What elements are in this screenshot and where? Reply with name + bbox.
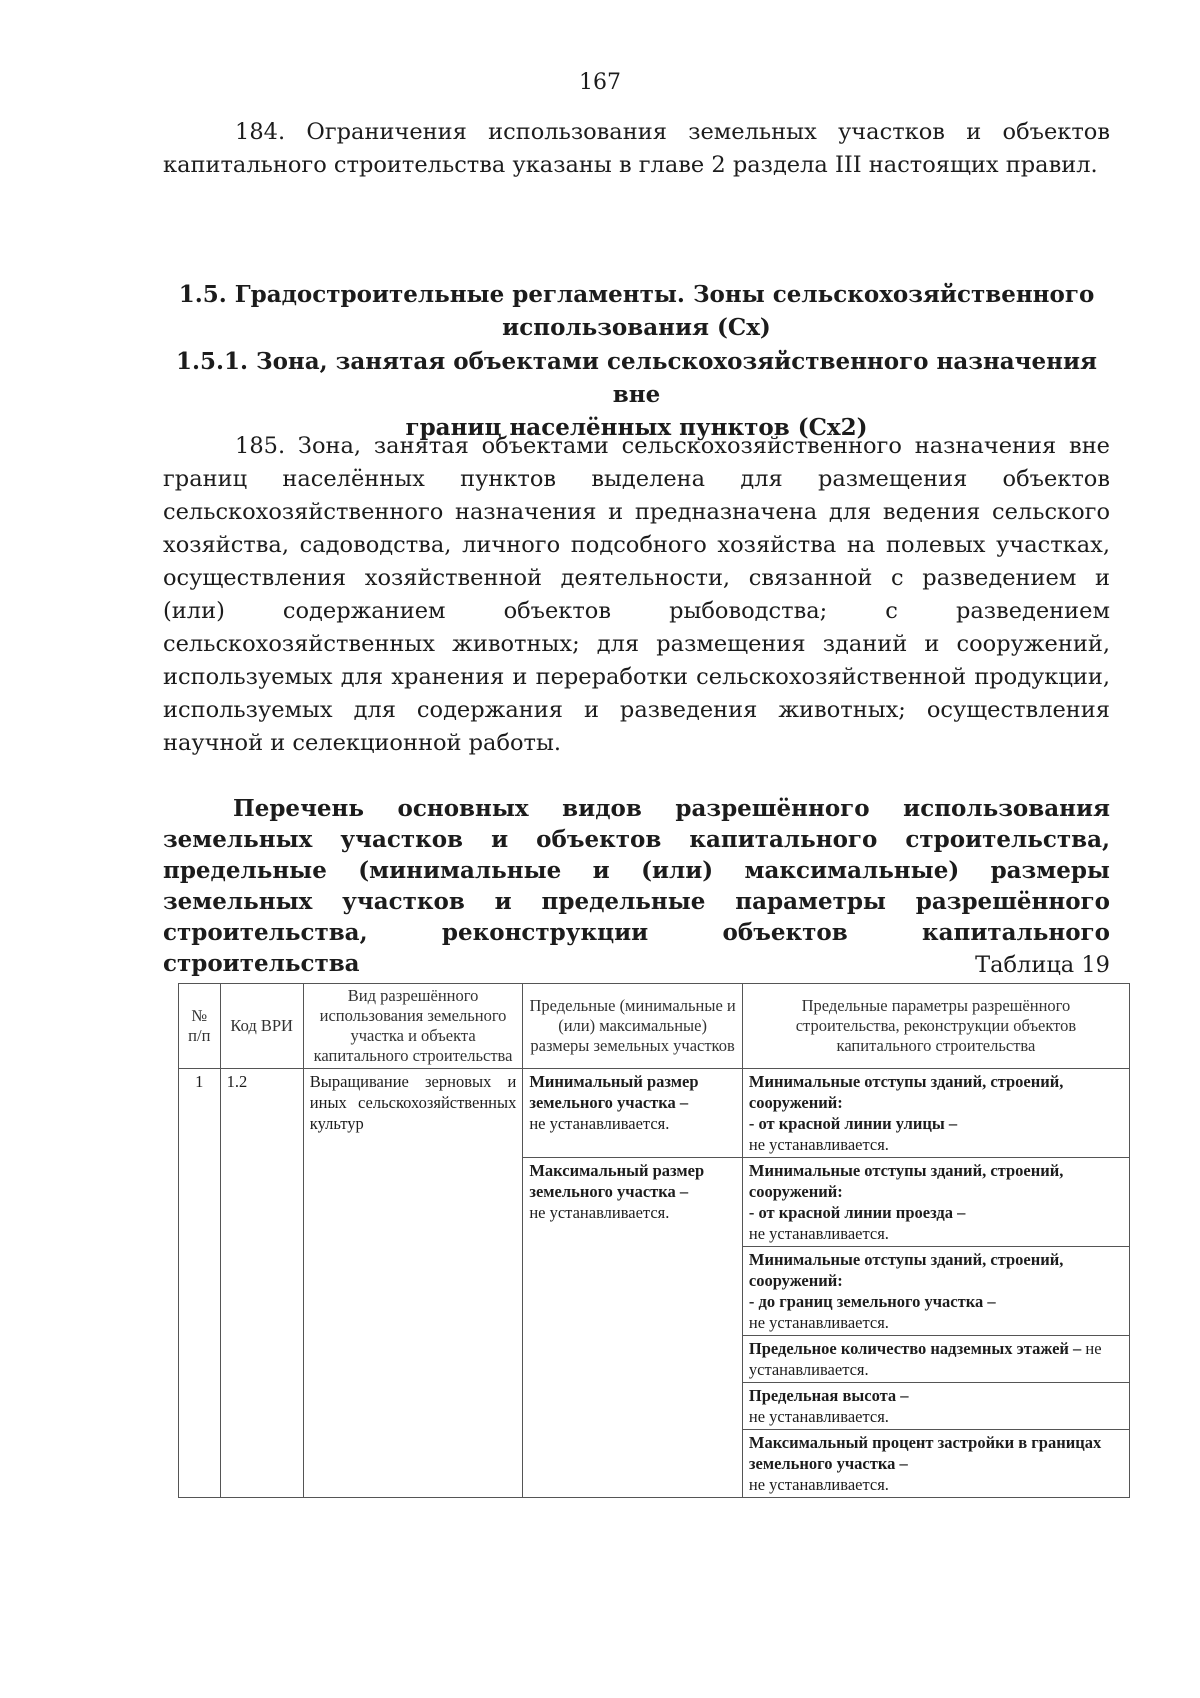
param-2-item: - от красной линии проезда – <box>748 1203 966 1222</box>
param-1-item: - от красной линии улицы – <box>748 1114 958 1133</box>
section-heading-1-5-1-line-1: 1.5.1. Зона, занятая объектами сельскохозяйственного назначения вне <box>175 348 1098 408</box>
cell-param-3 <box>742 1247 1129 1336</box>
section-heading-1-5-line-2: использования (Сх) <box>502 314 771 341</box>
param-3-value: не устанавливается. <box>748 1313 889 1332</box>
cell-param-1 <box>742 1069 1129 1158</box>
page-number: 167 <box>579 70 621 95</box>
size-min-value: не устанавливается. <box>529 1114 670 1133</box>
paragraph-184-line-2: капитального строительства указаны в главе 2 раздела III настоящих правил. <box>163 152 1098 178</box>
section-heading-1-5-1-line-2: границ населённых пунктов (Сх2) <box>405 414 868 441</box>
cell-param-4 <box>742 1336 1129 1383</box>
paragraph-185-text: 185. Зона, занятая объектами сельскохозяйственного назначения вне границ населённых пунктов выделена для размещения объектов сельскохозяйственного назначения и предназначена для ведения сельского хозяйства, садоводства, личного подсобного хозяйства на полевых участках, осуществления хозяйственной деятельности, связанной с разведением и (или) содержанием объектов рыбоводства; с разведением сельскохозяйственных животных; для размещения зданий и сооружений, используемых для хранения и переработки сельскохозяйственной продукции, используемых для содержания и разведения животных; осуществления научной и селекционной работы. <box>163 433 1110 756</box>
cell-num: 1 <box>179 1069 221 1498</box>
table-row <box>179 1069 1130 1158</box>
header-code: Код ВРИ <box>220 984 303 1069</box>
param-1-value: не устанавливается. <box>748 1135 889 1154</box>
size-min-label: Минимальный размер земельного участка – <box>529 1072 699 1112</box>
size-max-label: Максимальный размер земельного участка – <box>529 1161 705 1201</box>
param-6-label: Максимальный процент застройки в границах земельного участка – <box>748 1433 1102 1473</box>
cell-vri-text: Выращивание зерновых и иных сельскохозяйственных культур <box>309 1072 517 1133</box>
header-num: № п/п <box>179 984 221 1069</box>
size-max-value: не устанавливается. <box>529 1203 670 1222</box>
param-2-label: Минимальные отступы зданий, строений, сооружений: <box>748 1161 1064 1201</box>
cell-param-2 <box>742 1158 1129 1247</box>
param-5-label: Предельная высота – <box>748 1386 909 1405</box>
header-size: Предельные (минимальные и (или) максимальные) размеры земельных участков <box>523 984 743 1069</box>
cell-vri <box>303 1069 523 1498</box>
table-label: Таблица 19 <box>975 952 1110 978</box>
param-4-label: Предельное количество надземных этажей – <box>748 1339 1082 1358</box>
paragraph-184 <box>163 116 1110 182</box>
param-1-label: Минимальные отступы зданий, строений, сооружений: <box>748 1072 1064 1112</box>
paragraph-184-line-1: 184. Ограничения использования земельных участков и объектов <box>235 119 1110 145</box>
param-3-item: - до границ земельного участка – <box>748 1292 996 1311</box>
paragraph-185 <box>163 430 1110 760</box>
header-vri: Вид разрешённого использования земельного участка и объекта капитального строительства <box>303 984 523 1069</box>
list-title-text: Перечень основных видов разрешённого использования земельных участков и объектов капитального строительства, предельные (минимальные и (или) максимальные) размеры земельных участков и предельные параметры разрешённого строительства, реконструкции объектов капитального строительства <box>163 795 1110 977</box>
cell-param-6 <box>742 1430 1129 1498</box>
param-2-value: не устанавливается. <box>748 1224 889 1243</box>
cell-size-min <box>523 1069 743 1158</box>
param-5-value: не устанавливается. <box>748 1407 889 1426</box>
param-3-label: Минимальные отступы зданий, строений, сооружений: <box>748 1250 1064 1290</box>
param-4-value: не устанавливается. <box>748 1339 1102 1379</box>
regulations-table <box>178 983 1130 1498</box>
section-heading-1-5-line-1: 1.5. Градостроительные регламенты. Зоны сельскохозяйственного <box>178 281 1095 308</box>
cell-code: 1.2 <box>220 1069 303 1498</box>
header-params: Предельные параметры разрешённого строительства, реконструкции объектов капитального строительства <box>742 984 1129 1069</box>
cell-param-5 <box>742 1383 1129 1430</box>
param-6-value: не устанавливается. <box>748 1475 889 1494</box>
table-header-row <box>179 984 1130 1069</box>
section-heading-1-5 <box>163 278 1110 344</box>
cell-size-max <box>523 1158 743 1498</box>
list-title <box>163 793 1110 979</box>
